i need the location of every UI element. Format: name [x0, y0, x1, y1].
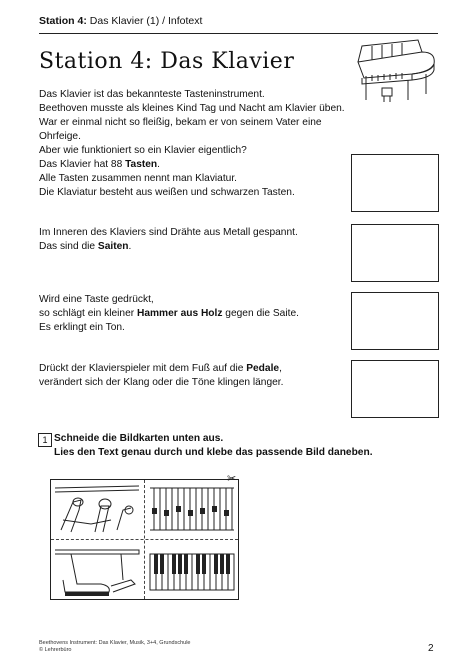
- text: gegen die Saite.: [222, 308, 299, 319]
- piano-strings-image: [146, 480, 238, 538]
- card-pedal-image[interactable]: [51, 540, 143, 598]
- text: .: [157, 159, 161, 170]
- section-line: [39, 240, 339, 254]
- text: Das sind die: [39, 241, 98, 252]
- intro-text: [39, 88, 349, 158]
- header-subtitle: Das Klavier (1) / Infotext: [89, 15, 203, 27]
- scissors-icon: ✂: [227, 473, 237, 485]
- grand-piano-illustration: [352, 38, 438, 106]
- section-line: Im Inneren des Klaviers sind Drähte aus Metall gespannt.: [39, 227, 298, 238]
- text: so schlägt ein kleiner: [39, 308, 137, 319]
- section-line: verändert sich der Klang oder die Töne klingen länger.: [39, 377, 284, 388]
- image-paste-box-4[interactable]: [351, 360, 439, 418]
- keyword-pedale: Pedale: [246, 363, 280, 374]
- page-title: Station 4: Das Klavier: [39, 49, 295, 74]
- section-saiten: [39, 226, 339, 254]
- intro-line: War er einmal nicht so fleißig, bekam er von seinem Vater eine Ohrfeige.: [39, 117, 322, 142]
- task-line: Lies den Text genau durch und klebe das passende Bild daneben.: [54, 447, 373, 458]
- page-number: 2: [428, 643, 434, 654]
- section-line: Wird eine Taste gedrückt,: [39, 294, 154, 305]
- section-tasten: [39, 158, 339, 200]
- text: .: [128, 241, 132, 252]
- keyword-tasten: Tasten: [125, 159, 158, 170]
- text: Drückt der Klavierspieler mit dem Fuß auf die: [39, 363, 247, 374]
- task-instructions: [54, 432, 373, 460]
- foot-on-pedal-image: [51, 540, 143, 598]
- card-keyboard-image[interactable]: [146, 540, 238, 598]
- picture-cards: [50, 479, 239, 600]
- task-number: 1: [38, 433, 52, 447]
- section-hammer: [39, 293, 339, 335]
- card-strings-image[interactable]: [146, 480, 238, 538]
- card-hammer-image[interactable]: [51, 480, 143, 538]
- section-line: Alle Tasten zusammen nennt man Klaviatur.: [39, 173, 238, 184]
- intro-line: Beethoven musste als kleines Kind Tag und Nacht am Klavier üben.: [39, 103, 345, 114]
- page-header: [39, 15, 202, 27]
- text: ,: [279, 363, 282, 374]
- cut-line-horizontal: [51, 539, 238, 540]
- section-line: Die Klaviatur besteht aus weißen und schwarzen Tasten.: [39, 187, 295, 198]
- task-line: Schneide die Bildkarten unten aus.: [54, 433, 224, 444]
- intro-line: Das Klavier ist das bekannteste Tasteninstrument.: [39, 89, 265, 100]
- page-footer: [39, 640, 190, 654]
- section-line: [39, 158, 339, 172]
- piano-keyboard-image: [146, 540, 238, 598]
- header-station-label: Station 4:: [39, 15, 87, 27]
- image-paste-box-2[interactable]: [351, 224, 439, 282]
- intro-line: Aber wie funktioniert so ein Klavier eigentlich?: [39, 145, 247, 156]
- hammer-mechanism-image: [51, 480, 143, 538]
- image-paste-box-1[interactable]: [351, 154, 439, 212]
- section-pedale: [39, 362, 339, 390]
- section-line: [39, 307, 339, 321]
- section-line: [39, 362, 339, 376]
- keyword-saiten: Saiten: [97, 241, 129, 252]
- text: Das Klavier hat 88: [39, 159, 126, 170]
- footer-line: © Lehrerbüro: [39, 647, 72, 653]
- keyword-hammer: Hammer aus Holz: [136, 308, 223, 319]
- image-paste-box-3[interactable]: [351, 292, 439, 350]
- footer-line: Beethovens Instrument: Das Klavier, Musik, 3+4, Grundschule: [39, 640, 191, 646]
- section-line: Es erklingt ein Ton.: [39, 322, 125, 333]
- header-divider: [39, 33, 438, 34]
